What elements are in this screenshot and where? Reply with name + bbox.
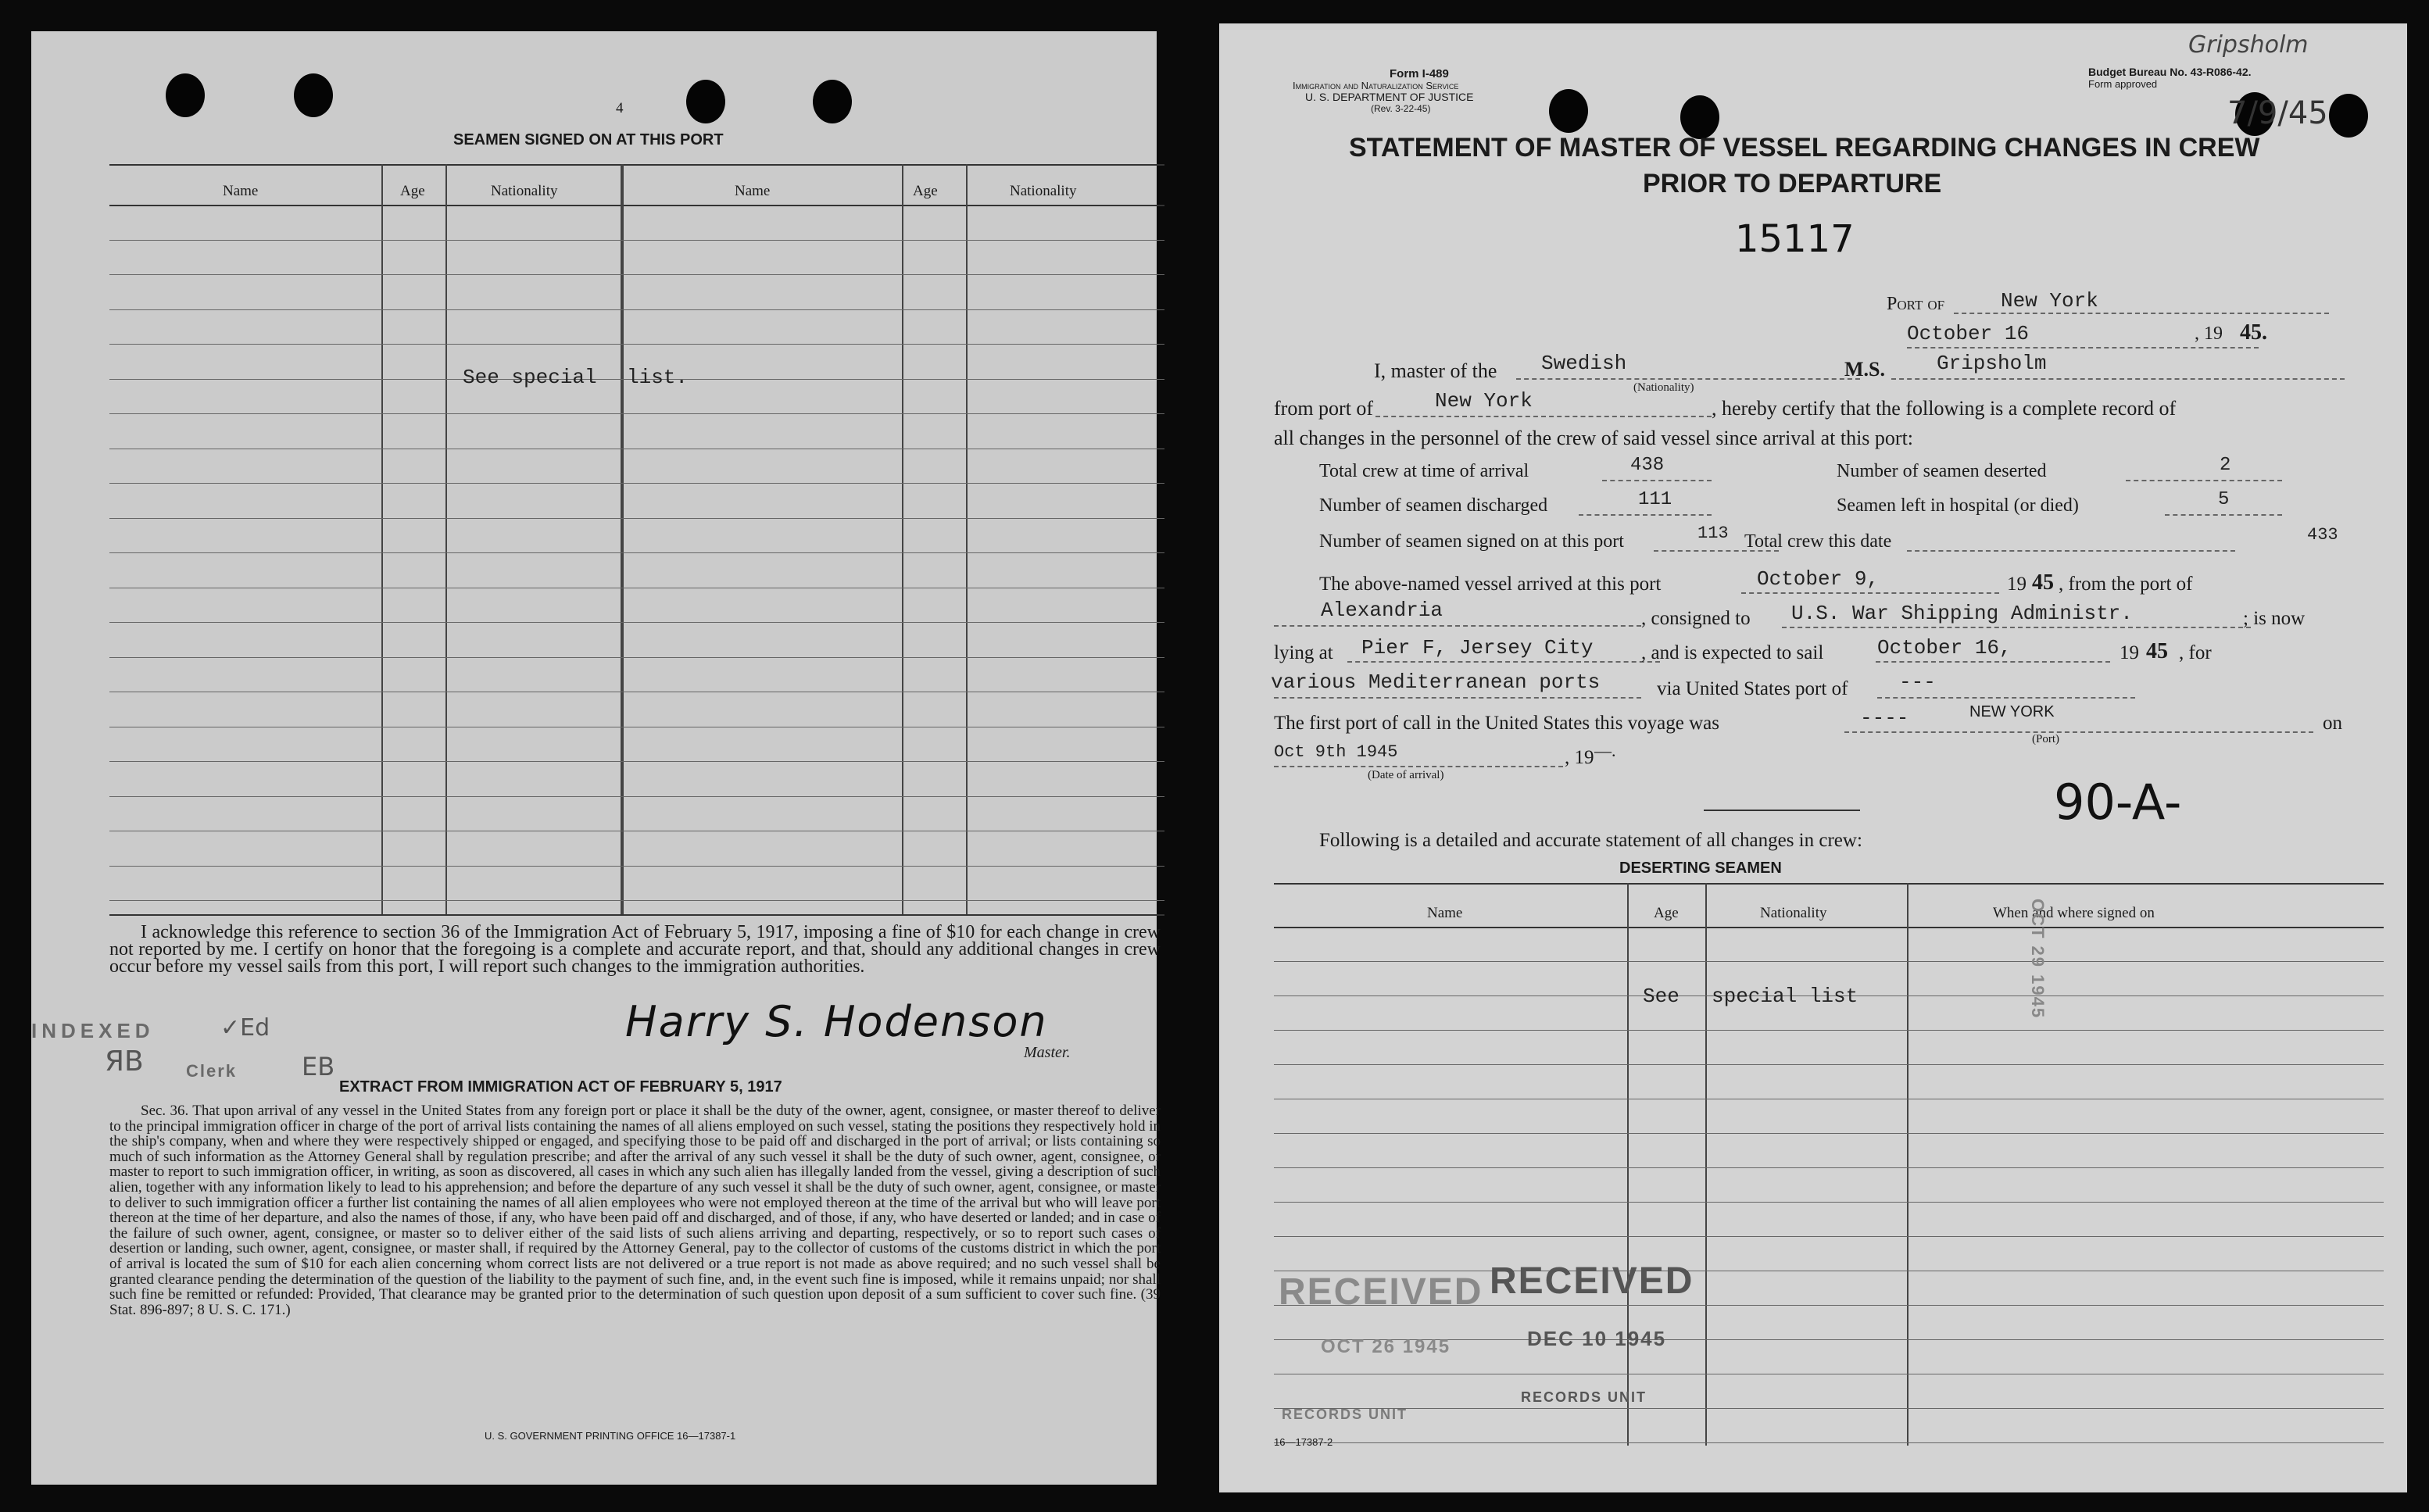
table-row-rule [1274, 1442, 2384, 1443]
clerk-mark: ЯB [105, 1046, 144, 1078]
port-value: New York [2001, 289, 2098, 313]
field-line [2126, 480, 2282, 481]
total-arrival-value: 438 [1630, 455, 1665, 476]
total-arrival-label: Total crew at time of arrival [1319, 461, 1529, 481]
destination-value: various Mediterranean ports [1271, 670, 1601, 694]
year-prefix: , 19 [2195, 323, 2223, 344]
column-divider [1705, 883, 1707, 1446]
field-line [1876, 661, 2110, 663]
agency-line: Immigration and Naturalization Service [1293, 80, 1459, 91]
field-line [1954, 313, 2329, 314]
field-line [1274, 766, 1563, 767]
field-line [1877, 697, 2135, 699]
table-top-rule [1274, 883, 2384, 885]
sail-year: 45 [2146, 639, 2168, 663]
table-row-rule [1274, 1167, 2384, 1168]
column-divider [445, 164, 447, 914]
via-label: via United States port of [1657, 678, 1848, 699]
printing-code: 16—17387-2 [1274, 1436, 1333, 1448]
table-row-rule [1274, 1064, 2384, 1065]
indexed-initials: ✓Ed [220, 1014, 270, 1042]
arrival-date-caption: (Date of arrival) [1368, 769, 1444, 781]
field-line [1274, 625, 1641, 627]
deserted-label: Number of seamen deserted [1837, 461, 2047, 481]
column-header-age: Age [400, 183, 425, 199]
table-row-rule [109, 309, 1164, 310]
punch-hole [813, 80, 852, 123]
received-stamp: RECEIVED [1279, 1271, 1483, 1313]
punch-hole [2329, 94, 2368, 138]
table-row-rule [109, 344, 1164, 345]
field-line [1891, 378, 2345, 380]
field-line [1907, 347, 2259, 349]
field-line [1907, 550, 2235, 552]
field-line [1274, 697, 1641, 699]
table-row-rule [109, 274, 1164, 275]
arrival-date-value: Oct 9th 1945 [1274, 742, 1398, 762]
page-number: 4 [616, 100, 624, 116]
field-line [1741, 592, 1999, 594]
nationality-value: Swedish [1541, 352, 1627, 375]
table-row-rule [109, 518, 1164, 519]
sail-year-prefix: 19 [2120, 642, 2139, 663]
revision-date: (Rev. 3-22-45) [1371, 103, 1431, 114]
field-line [1579, 514, 1712, 516]
arrived-label: The above-named vessel arrived at this port [1319, 574, 1662, 595]
nationality-caption: (Nationality) [1633, 381, 1694, 394]
port-caption: (Port) [2032, 733, 2059, 745]
column-divider [966, 164, 968, 914]
table-row-rule [109, 552, 1164, 553]
column-header-signed-on: When and where signed on [1993, 905, 2155, 921]
table-row-rule [109, 240, 1164, 241]
table-top-rule [109, 164, 1164, 166]
table-row-rule [109, 866, 1164, 867]
acknowledgement-text: I acknowledge this reference to section 36 of the Immigration Act of February 5, 1917, imposing a fine of $10 for each change in crew not reported by me. I certify on honor that the foregoing is a complete and accurate report, and that, should any additional changes in crew occur before my vessel sails from this port, I will report such changes to the immigration authorities. [109, 922, 1161, 977]
separator-rule [1704, 810, 1860, 811]
consigned-label: , consigned to [1641, 608, 1751, 629]
form-title: STATEMENT OF MASTER OF VESSEL REGARDING CHANGES IN CREW [1349, 133, 2260, 163]
arrived-year-prefix: 19 [2007, 574, 2027, 595]
field-line [1347, 661, 1660, 663]
consignee-value: U.S. War Shipping Administr. [1791, 602, 2133, 625]
table-bottom-rule [109, 914, 1164, 916]
table-row-rule [1274, 1030, 2384, 1031]
sail-value: October 16, [1877, 636, 2012, 659]
from-port-value: New York [1435, 389, 1533, 413]
master-signature: Harry S. Hodenson [625, 997, 1048, 1046]
form-number: Form I-489 [1390, 67, 1449, 80]
column-header-nationality: Nationality [1010, 183, 1077, 199]
arrived-value: October 9, [1757, 567, 1880, 591]
column-divider [1907, 883, 1908, 1446]
entry-text: See [1643, 985, 1680, 1008]
year-value: 45. [2240, 320, 2267, 345]
field-line [1844, 731, 2313, 733]
table-row-rule [109, 900, 1164, 901]
master-of-label: I, master of the [1374, 359, 1497, 382]
column-header-nationality: Nationality [1760, 905, 1827, 921]
lying-label: lying at [1274, 642, 1333, 663]
arrival-date-suffix: , 19 [1565, 747, 1594, 768]
first-port-dash: ---- [1860, 706, 1909, 730]
first-port-label: The first port of call in the United States this voyage was [1274, 713, 1720, 734]
field-line [1602, 480, 1712, 481]
table-row-rule [109, 622, 1164, 623]
entry-text: See special [463, 366, 597, 389]
table-row-rule [109, 796, 1164, 797]
indexed-stamp: INDEXED [31, 1019, 155, 1042]
corner-number: 7/9/45 [2227, 95, 2328, 131]
first-port-value: NEW YORK [1969, 703, 2055, 720]
form-subtitle: PRIOR TO DEPARTURE [1643, 169, 1942, 198]
section-title: SEAMEN SIGNED ON AT THIS PORT [453, 131, 724, 148]
deserting-title: DESERTING SEAMEN [1619, 860, 1782, 877]
vessel-type: M.S. [1844, 358, 1885, 381]
agency-line: U. S. DEPARTMENT OF JUSTICE [1305, 91, 1474, 103]
total-today-label: Total crew this date [1744, 531, 1892, 552]
code-handwriting: 90-A- [2054, 774, 2182, 831]
form-approved: Form approved [2088, 78, 2158, 90]
extract-body: Sec. 36. That upon arrival of any vessel in the United States from any foreign port or place it shall be the duty of the owner, agent, consignee, or master thereof to deliver to the principal immigration officer in charge of the port of arrival lists containing the names of all aliens employed on such vessel, stating the positions they respectively hold in the ship's company, when and where they were respectively shipped or engaged, and specifying those to be paid off and discharged in the port of arrival; or lists containing so much of such information as the Attorney General shall by regulation prescribe; and after the arrival of any such vessel it shall be the duty of such owner, agent, consignee, or master to report to such immigration officer, in writing, as soon as discovered, all cases in which any such alien has illegally landed from the vessel, giving a description of such alien, together with any information likely to lead to his apprehension; and before the departure of any such vessel it shall be the duty of such owner, agent, consignee, or master to deliver to such immigration officer a further list containing the names of all alien employees who were not employed thereon at the time of the arrival but who will leave port thereon at the time of her departure, and also the names of those, if any, who have been paid off and discharged, and of those, if any, who have deserted or landed; and in case of the failure of such owner, agent, consignee, or master so to deliver either of the said lists of such aliens arriving and departing, respectively, or so to report such cases of desertion or landing, such owner, agent, consignee, or master shall, if required by the Attorney General, pay to the collector of customs of the customs district in which the port of arrival is located the sum of $10 for each alien concerning whom correct lists are not delivered or a true report is not made as above required; and no such vessel shall be granted clearance pending the determination of the question of the liability to the payment of such fine, and, in the event such fine is imposed, while it remains unpaid; nor shall such fine be remitted or refunded: Provided, That clearance may be granted prior to the determination of such question upon deposit of a sum sufficient to cover such fine. (39 Stat. 896-897; 8 U. S. C. 171.) [109, 1103, 1161, 1318]
date-value: October 16 [1907, 322, 2030, 345]
corner-handwriting: Gripsholm [2188, 31, 2309, 59]
table-row-rule [109, 761, 1164, 762]
column-header-age: Age [913, 183, 938, 199]
entry-text: special list [1712, 985, 1858, 1008]
side-date-stamp: OCT 29 1945 [2028, 899, 2048, 1020]
field-line [1516, 378, 1860, 380]
column-divider [902, 164, 903, 914]
deserted-value: 2 [2220, 455, 2231, 476]
all-changes-text: all changes in the personnel of the crew of said vessel since arrival at this port: [1274, 427, 1914, 449]
hospital-label: Seamen left in hospital (or died) [1837, 495, 2079, 516]
column-divider [621, 164, 624, 914]
following-text: Following is a detailed and accurate statement of all changes in crew: [1319, 830, 1862, 851]
table-row-rule [109, 657, 1164, 658]
budget-bureau: Budget Bureau No. 43-R086-42. [2088, 66, 2252, 78]
total-today-value: 433 [2307, 525, 2338, 545]
received-stamp: RECEIVED [1490, 1260, 1694, 1302]
for-label: , for [2179, 642, 2212, 663]
records-unit-stamp: RECORDS UNIT [1282, 1407, 1408, 1422]
via-value: --- [1899, 670, 1936, 694]
table-header-rule [109, 205, 1164, 206]
is-now-label: ; is now [2243, 608, 2306, 629]
records-unit-stamp: RECORDS UNIT [1521, 1389, 1647, 1405]
clerk-initials: EB [302, 1052, 335, 1081]
origin-value: Alexandria [1321, 599, 1443, 622]
column-header-age: Age [1654, 905, 1679, 921]
column-divider [1627, 883, 1629, 1446]
punch-hole [166, 73, 205, 117]
entry-text: list. [627, 366, 689, 389]
right-page [1219, 23, 2407, 1492]
table-row-rule [1274, 1133, 2384, 1134]
hospital-value: 5 [2218, 489, 2230, 510]
discharged-label: Number of seamen discharged [1319, 495, 1548, 516]
column-header-nationality: Nationality [491, 183, 558, 199]
column-header-name: Name [223, 183, 259, 199]
printing-office: U. S. GOVERNMENT PRINTING OFFICE 16—17387-1 [485, 1430, 736, 1442]
port-label: Port of [1887, 294, 1945, 314]
discharged-value: 111 [1638, 489, 1672, 510]
vessel-name: Gripsholm [1937, 352, 2047, 375]
arrived-year: 45 [2032, 570, 2054, 595]
arrival-date-year: —. [1594, 741, 1616, 760]
column-header-name: Name [1427, 905, 1463, 921]
extract-title: EXTRACT FROM IMMIGRATION ACT OF FEBRUARY 5, 1917 [339, 1078, 782, 1096]
sail-label: , and is expected to sail [1641, 642, 1824, 663]
table-row-rule [1274, 1202, 2384, 1203]
field-line [1782, 627, 2251, 628]
date-stamp: OCT 26 1945 [1321, 1336, 1451, 1357]
signed-on-label: Number of seamen signed on at this port [1319, 531, 1624, 552]
column-divider [381, 164, 383, 914]
master-label: Master. [1024, 1044, 1071, 1061]
column-header-name: Name [735, 183, 771, 199]
lying-value: Pier F, Jersey City [1361, 636, 1594, 659]
left-page [31, 31, 1161, 1485]
table-row-rule [1274, 1236, 2384, 1237]
punch-hole [294, 73, 333, 117]
from-port-of-label: , from the port of [2059, 574, 2193, 595]
table-header-rule [1274, 927, 2384, 928]
on-label: on [2323, 713, 2342, 734]
from-port-label: from port of [1274, 397, 1374, 420]
file-number: 15117 [1735, 217, 1855, 261]
punch-hole [686, 80, 725, 123]
table-row-rule [109, 413, 1164, 414]
date-stamp: DEC 10 1945 [1527, 1327, 1667, 1350]
signed-on-value: 113 [1697, 524, 1729, 543]
certify-text: , hereby certify that the following is a complete record of [1712, 397, 2177, 420]
clerk-label: Clerk [186, 1061, 238, 1081]
field-line [1375, 416, 1712, 417]
table-row-rule [1274, 1408, 2384, 1409]
punch-hole [1549, 89, 1588, 133]
table-row-rule [1274, 961, 2384, 962]
field-line [2165, 514, 2282, 516]
table-row-rule [109, 483, 1164, 484]
